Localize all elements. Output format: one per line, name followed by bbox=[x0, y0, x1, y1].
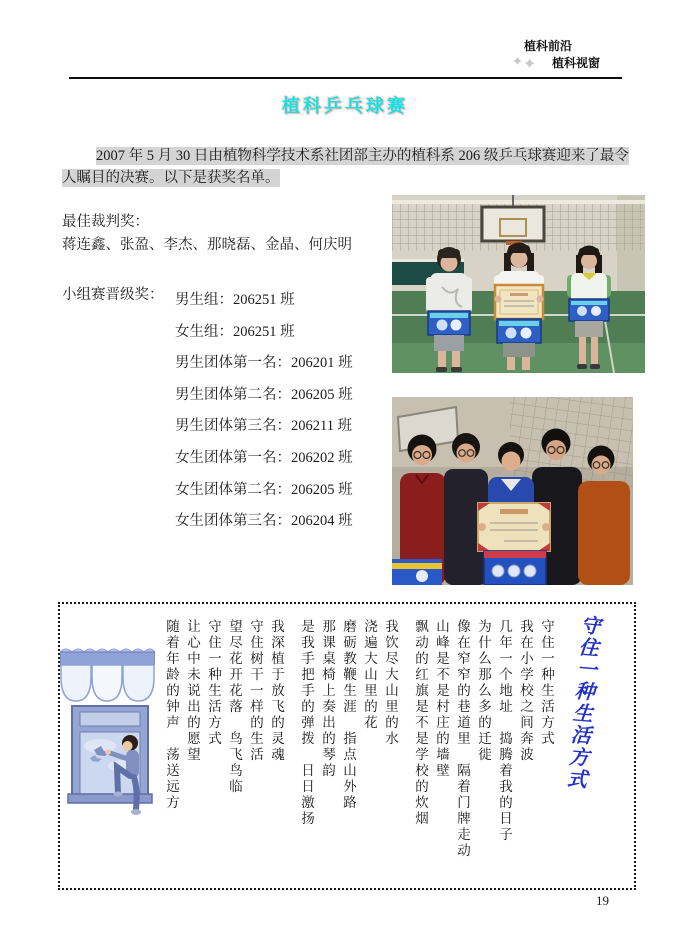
referee-award-names: 蒋连鑫、张盈、李杰、那晓磊、金晶、何庆明 bbox=[62, 237, 352, 253]
group-award-list bbox=[175, 285, 353, 538]
group-award-item: 男生团体第一名：206201 班 bbox=[175, 355, 353, 372]
highlighted-intro-text: 2007 年 5 月 30 日由植物科学技术系社团部主办的植科系 206 级乒乓球赛迎来了最令人瞩目的决赛。以下是获奖名单。 bbox=[62, 148, 629, 186]
poem-line: 几年一个地址 捣腾着我的日子 bbox=[497, 619, 512, 843]
group-award-section bbox=[62, 285, 353, 538]
referee-award-section bbox=[62, 211, 352, 257]
poem-line: 我深植于放飞的灵魂 bbox=[269, 619, 284, 763]
poem-stanza bbox=[296, 619, 401, 881]
poem-line: 望尽花开花落 鸟飞鸟临 bbox=[227, 619, 242, 795]
poem-box bbox=[58, 602, 636, 890]
awning bbox=[60, 649, 155, 701]
poem-stanza bbox=[161, 619, 287, 881]
poem-line: 是我手把手的弹拨 日日激扬 bbox=[299, 619, 314, 827]
article-title: 植科乒乓球赛 bbox=[282, 96, 408, 116]
photo-boys-award bbox=[392, 397, 633, 585]
star-icon: ✦ bbox=[524, 55, 535, 71]
poem-title: 守住一种生活方式 bbox=[562, 613, 601, 791]
poem-body bbox=[161, 619, 557, 881]
poem-line: 像在窄窄的巷道里 隔着门牌走动 bbox=[455, 619, 470, 859]
group-award-item: 女生组：206251 班 bbox=[175, 323, 295, 340]
header-divider bbox=[69, 77, 622, 79]
poem-line: 山峰是不是村庄的墙壁 bbox=[434, 619, 449, 779]
group-award-item: 女生团体第三名：206204 班 bbox=[175, 513, 353, 530]
group-award-item: 男生组：206251 班 bbox=[175, 292, 295, 308]
header-line1: 植科前沿 bbox=[523, 39, 572, 53]
poem-line: 守住树干一样的生活 bbox=[248, 619, 263, 763]
poem-line: 那课桌椅上奏出的琴韵 bbox=[320, 619, 335, 779]
poem-line: 我饮尽大山里的水 bbox=[383, 619, 398, 747]
group-award-item: 男生团体第二名：206205 班 bbox=[175, 386, 353, 403]
window-illustration bbox=[60, 646, 155, 821]
star-icon: ✦ bbox=[512, 55, 523, 68]
poem-line: 我在小学校之间奔波 bbox=[518, 619, 533, 763]
group-award-label: 小组赛晋级奖： bbox=[62, 287, 164, 303]
group-award-item: 女生团体第一名：206202 班 bbox=[175, 449, 353, 466]
poem-stanza bbox=[410, 619, 557, 881]
poem-line: 让心中未说出的愿望 bbox=[185, 619, 200, 763]
photo-girls-award bbox=[392, 195, 645, 373]
poem-line: 随着年龄的钟声 荡送远方 bbox=[164, 619, 179, 811]
poem-line: 为什么那么多的迁徙 bbox=[476, 619, 491, 763]
group-award-item: 男生团体第三名：206211 班 bbox=[175, 418, 353, 435]
poem-line: 守住一种生活方式 bbox=[206, 619, 221, 747]
header-line2-label: 植科视窗 bbox=[551, 56, 600, 70]
header-line2 bbox=[513, 55, 600, 72]
poem-line: 守住一种生活方式 bbox=[539, 619, 554, 747]
intro-paragraph bbox=[62, 146, 630, 189]
poem-line: 浇遍大山里的花 bbox=[362, 619, 377, 731]
page-header bbox=[513, 38, 600, 72]
poem-line: 磨砺教鞭生涯 指点山外路 bbox=[341, 619, 356, 811]
poem-line: 飘动的红旗是不是学校的炊烟 bbox=[413, 619, 428, 827]
page-number: 19 bbox=[596, 893, 609, 908]
referee-award-label: 最佳裁判奖： bbox=[62, 214, 149, 230]
group-award-item: 女生团体第二名：206205 班 bbox=[175, 481, 353, 498]
